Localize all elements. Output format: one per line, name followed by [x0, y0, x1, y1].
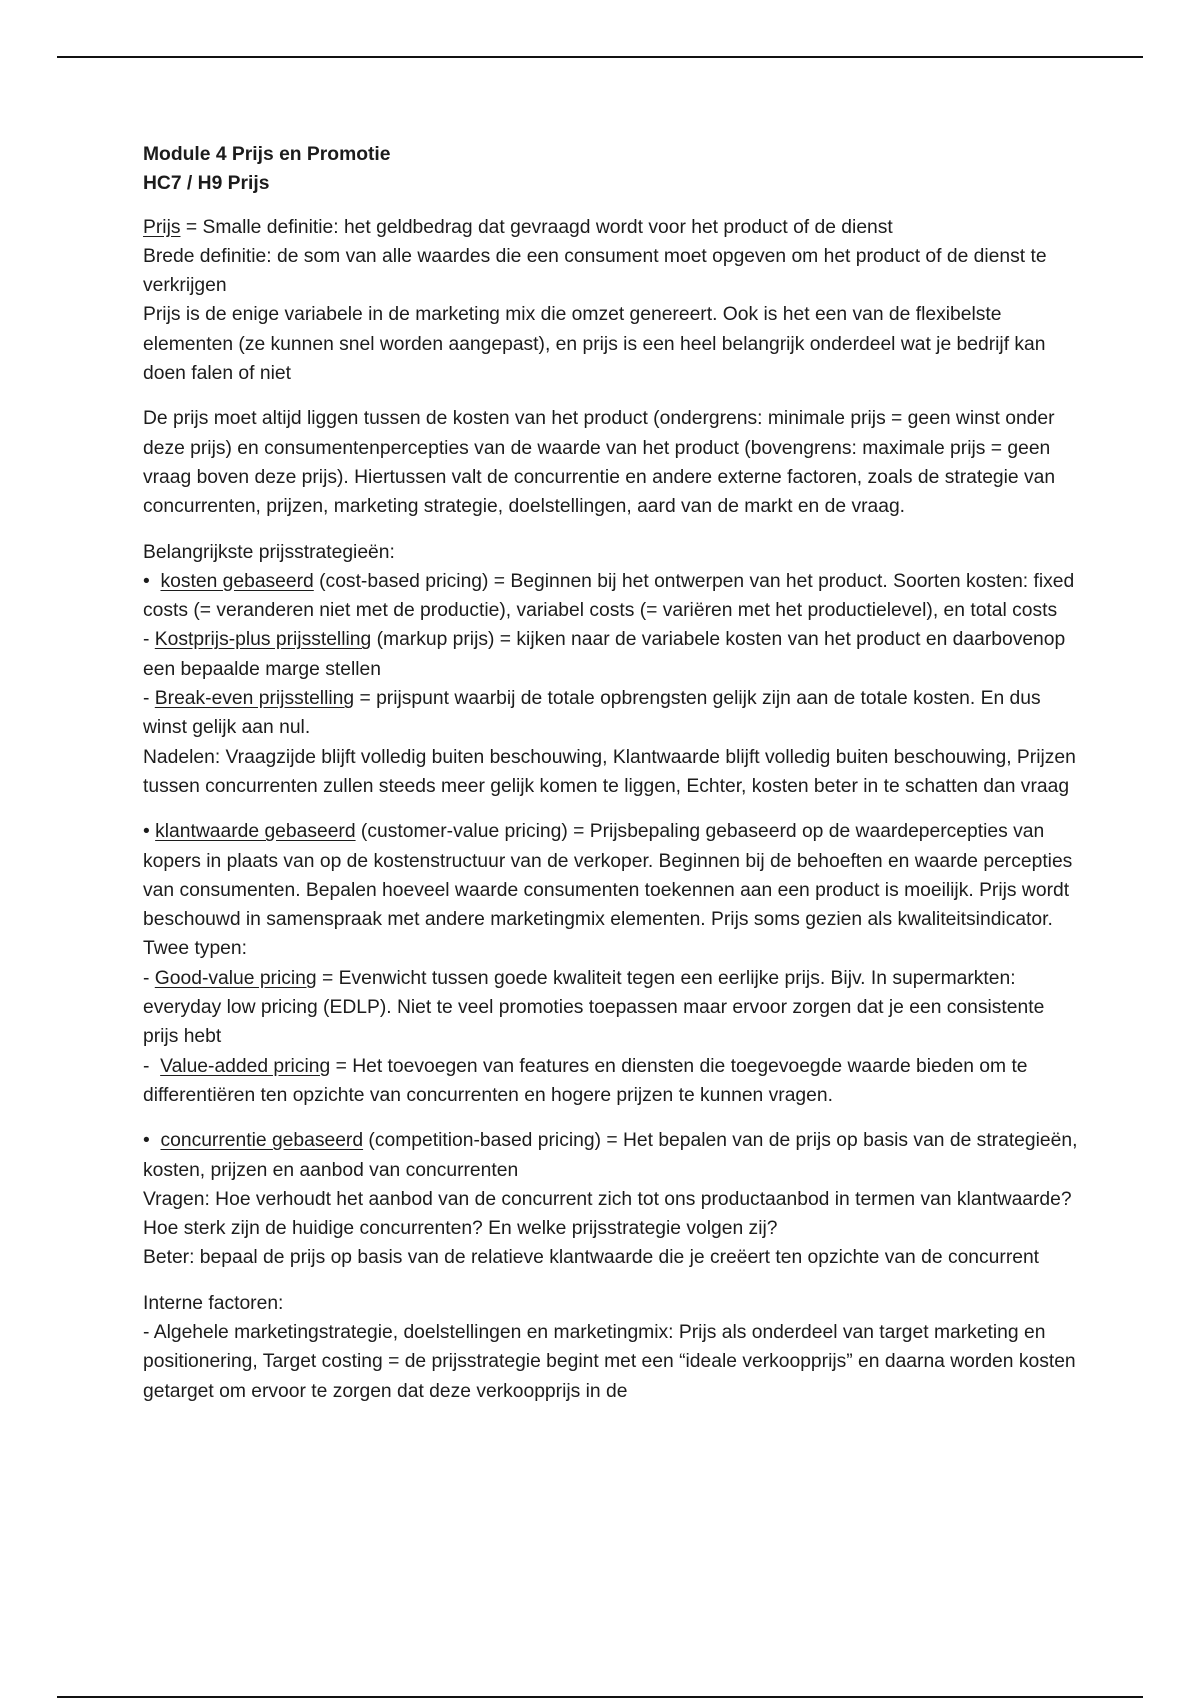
- value-added-term: Value-added pricing: [160, 1055, 331, 1077]
- prijs-section: [143, 213, 1078, 389]
- strategieen-heading: Belangrijkste prijsstrategieën:: [143, 541, 395, 563]
- kostprijs-plus-term: Kostprijs-plus prijsstelling: [154, 629, 372, 651]
- good-value-item: [143, 964, 1078, 1052]
- vragen: Vragen: Hoe verhoudt het aanbod van de concurrent zich tot ons productaanbod in termen van klantwaarde? Hoe sterk zijn de huidige concurrenten? En welke prijsstrategie volgen zij?: [143, 1188, 1072, 1240]
- strategieen-section: [143, 538, 1078, 802]
- dash-prefix: -: [143, 688, 155, 710]
- klantwaarde-item: [143, 817, 1078, 934]
- document-body: [143, 140, 1078, 1406]
- good-value-term: Good-value pricing: [154, 967, 317, 989]
- twee-typen: Twee typen:: [143, 938, 247, 960]
- dash-prefix: -: [143, 1055, 161, 1077]
- bullet-icon: •: [143, 821, 150, 843]
- bullet-icon: •: [143, 1130, 150, 1152]
- bottom-rule: [57, 1696, 1143, 1698]
- enige-variabele: Prijs is de enige variabele in de marketing mix die omzet genereert. Ook is het een van de flexibelste elementen (ze kunnen snel worden aangepast), en prijs is een heel belangrijk onderdeel wat je bedrijf kan doen falen of niet: [143, 304, 1046, 385]
- kostprijs-plus-text: (markup prijs) = kijken naar de variabele kosten van het product en daarbovenop een bepaalde marge stellen: [143, 629, 1066, 680]
- concurrentie-term: concurrentie gebaseerd: [160, 1130, 364, 1152]
- module-title: Module 4 Prijs en Promotie: [143, 144, 391, 165]
- dash-prefix: -: [143, 629, 155, 651]
- dash-prefix: -: [143, 967, 155, 989]
- nadelen: Nadelen: Vraagzijde blijft volledig buiten beschouwing, Klantwaarde blijft volledig buiten beschouwing, Prijzen tussen concurrenten zullen steeds meer gelijk komen te liggen, Echter, kosten beter in te schatten dan vraag: [143, 746, 1076, 797]
- value-added-text: = Het toevoegen van features en diensten die toegevoegde waarde bieden om te differentiëren ten opzichte van concurrenten en hogere prijzen te kunnen vragen.: [143, 1055, 1028, 1106]
- value-added-item: [143, 1052, 1078, 1111]
- brede-definitie: Brede definitie: de som van alle waardes die een consument moet opgeven om het product of de dienst te verkrijgen: [143, 245, 1047, 297]
- kosten-item: [143, 567, 1078, 626]
- kostprijs-plus-item: [143, 625, 1078, 684]
- klantwaarde-text: (customer-value pricing) = Prijsbepaling gebaseerd op de waardepercepties van kopers in plaats van op de kostenstructuur van de verkoper. Beginnen bij de behoeften en waarde percepties van consumenten. Bepalen hoeveel waarde consumenten toekennen aan een product is moeilijk. Prijs wordt beschouwd in samenspraak met andere marketingmix elementen. Prijs soms gezien als kwaliteitsindicator.: [143, 821, 1073, 931]
- smalle-definitie-text: = Smalle definitie: het geldbedrag dat gevraagd wordt voor het product of de dienst: [180, 216, 893, 238]
- lecture-title: HC7 / H9 Prijs: [143, 173, 270, 195]
- beter: Beter: bepaal de prijs op basis van de relatieve klantwaarde die je creëert ten opzichte van de concurrent: [143, 1247, 1040, 1269]
- interne-factoren-item: - Algehele marketingstrategie, doelstellingen en marketingmix: Prijs als onderdeel van target marketing en positionering, Target costing = de prijsstrategie begint met een “ideale verkoopprijs” en daarna worden kosten getarget om ervoor te zorgen dat deze verkoopprijs in de: [143, 1321, 1076, 1402]
- concurrentie-section: [143, 1126, 1078, 1272]
- kosten-text: (cost-based pricing) = Beginnen bij het ontwerpen van het product. Soorten kosten: fixed costs (= veranderen niet met de productie), variabel costs (= variëren met het productielevel), en total costs: [143, 570, 1075, 622]
- concurrentie-item: [143, 1126, 1078, 1185]
- prijs-term: Prijs: [143, 216, 181, 238]
- break-even-text: = prijspunt waarbij de totale opbrengsten gelijk zijn aan de totale kosten. En dus winst gelijk aan nul.: [143, 688, 1041, 739]
- interne-factoren-section: [143, 1289, 1078, 1406]
- grenzen-paragraph: De prijs moet altijd liggen tussen de kosten van het product (ondergrens: minimale prijs = geen winst onder deze prijs) en consumentenpercepties van de waarde van het product (bovengrens: maximale prijs = geen vraag boven deze prijs). Hiertussen valt de concurrentie en andere externe factoren, zoals de strategie van concurrenten, prijzen, marketing strategie, doelstellingen, aard van de markt en de vraag.: [143, 408, 1056, 518]
- top-rule: [57, 56, 1143, 58]
- klantwaarde-section: [143, 817, 1078, 1110]
- prijs-smalle-definitie: [143, 213, 1078, 242]
- klantwaarde-term: klantwaarde gebaseerd: [155, 821, 356, 843]
- concurrentie-text: (competition-based pricing) = Het bepalen van de prijs op basis van de strategieën, kosten, prijzen en aanbod van concurrenten: [143, 1130, 1078, 1181]
- interne-factoren-heading: Interne factoren:: [143, 1292, 284, 1314]
- bullet-icon: •: [143, 570, 150, 592]
- break-even-term: Break-even prijsstelling: [154, 688, 355, 710]
- kosten-term: kosten gebaseerd: [160, 570, 314, 592]
- break-even-item: [143, 684, 1078, 743]
- good-value-text: = Evenwicht tussen goede kwaliteit tegen een eerlijke prijs. Bijv. In supermarkten: everyday low pricing (EDLP). Niet te veel promoties toepassen maar ervoor zorgen dat je een consistente prijs hebt: [143, 967, 1045, 1048]
